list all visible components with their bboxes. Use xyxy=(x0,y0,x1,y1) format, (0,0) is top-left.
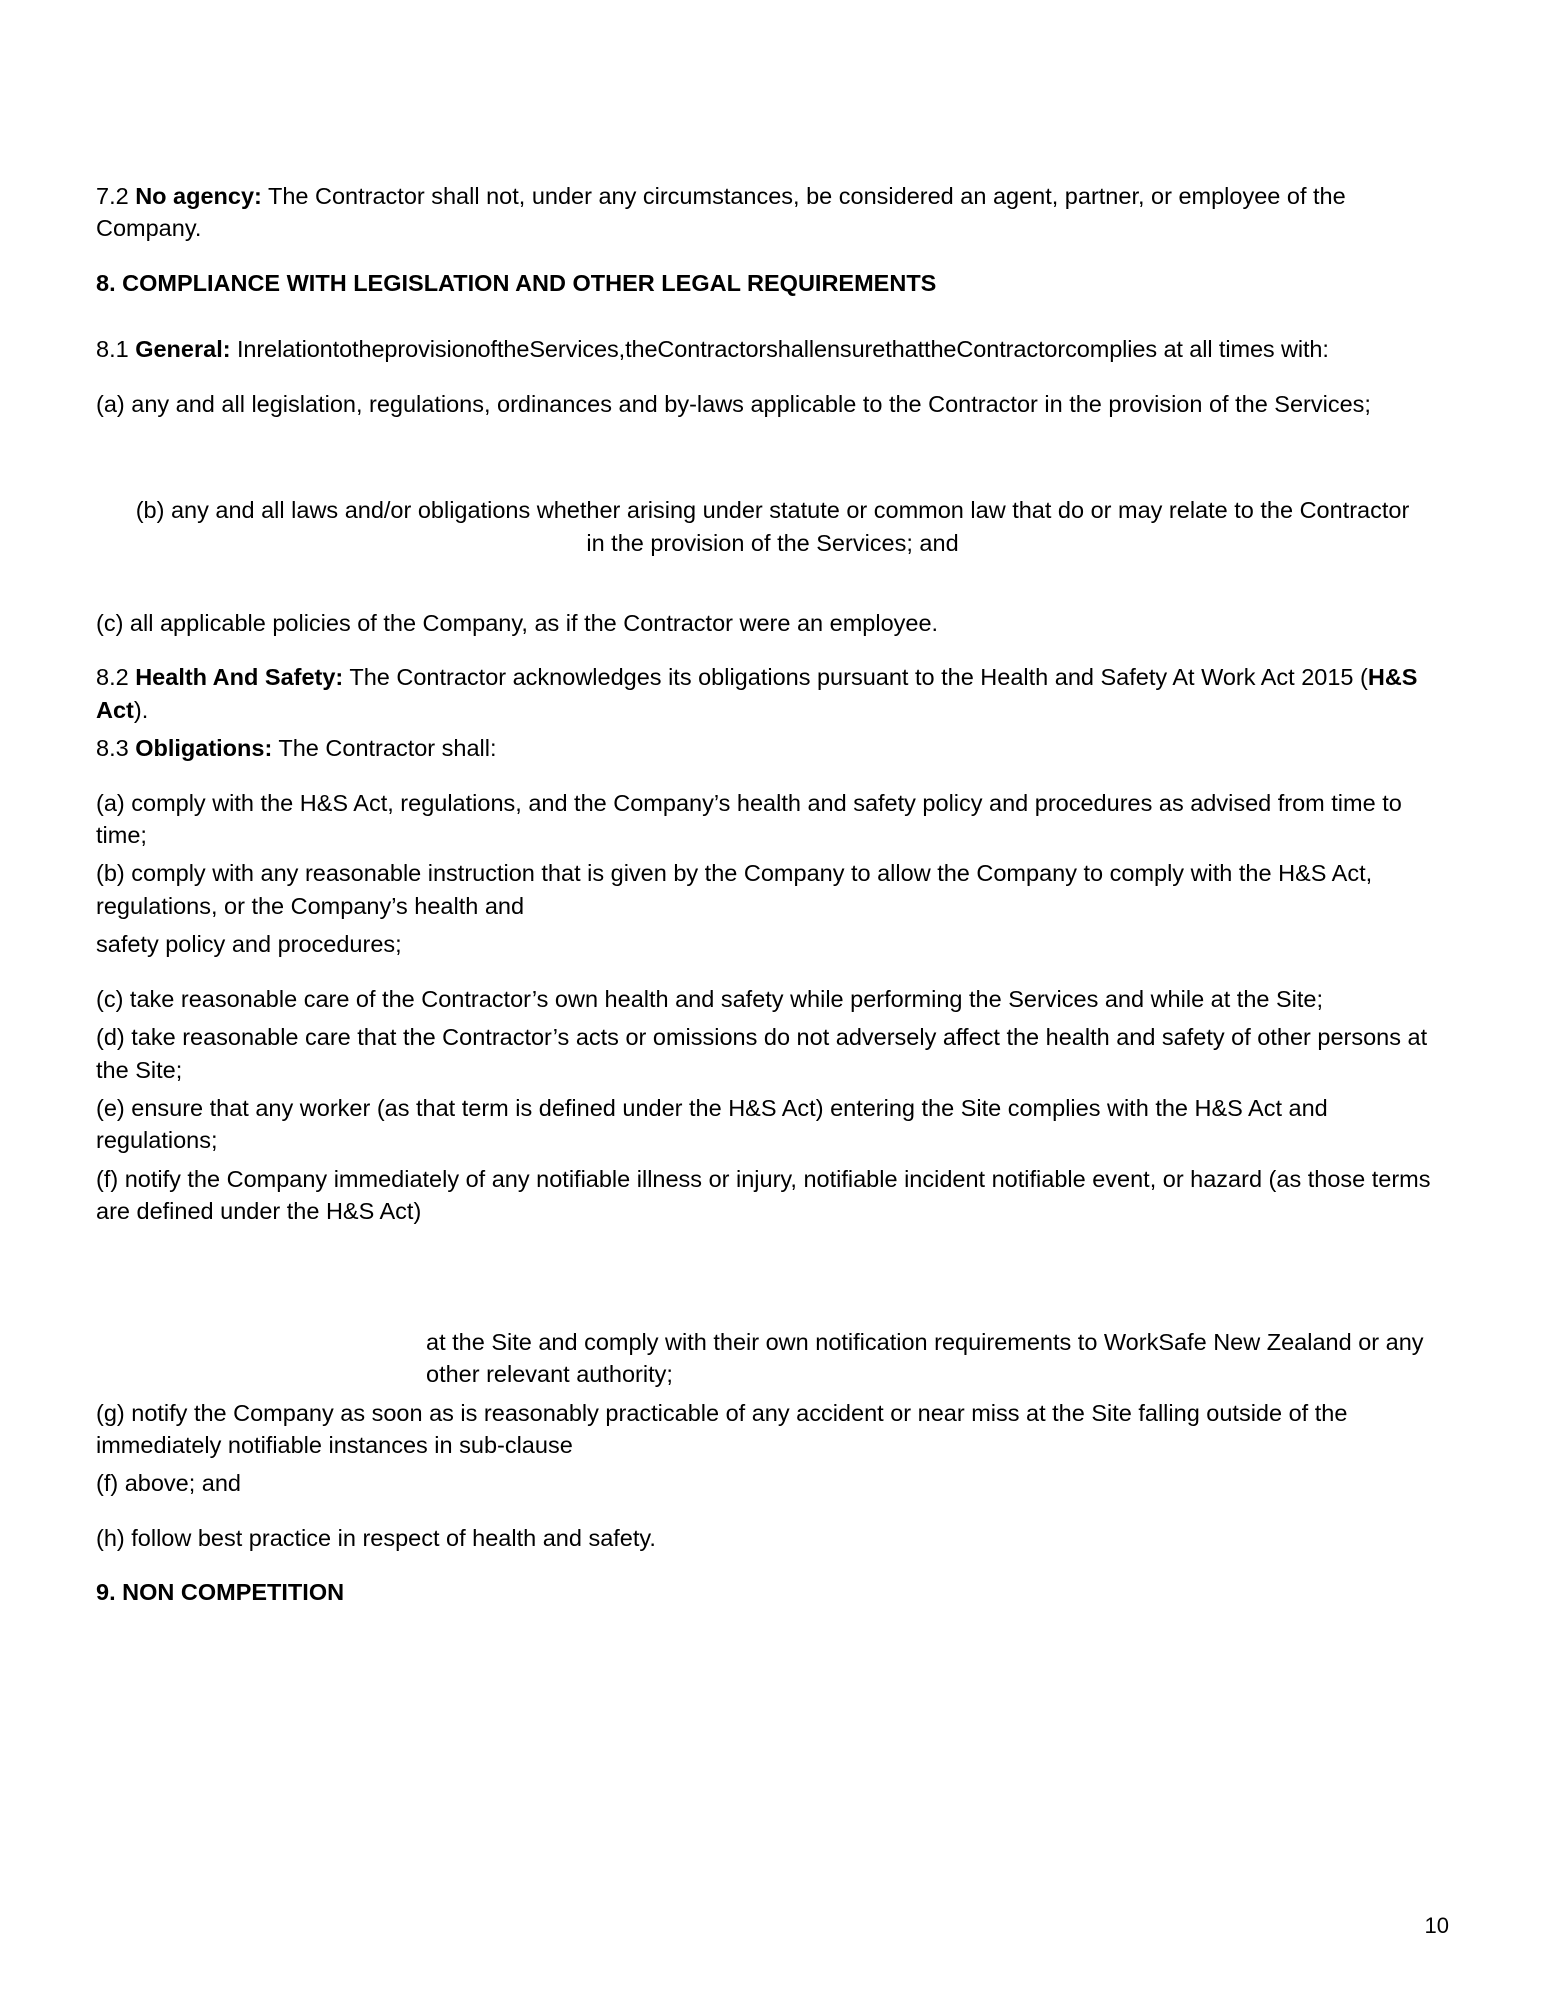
clause-label: General: xyxy=(135,336,231,363)
clause-8-3-d: (d) take reasonable care that the Contractor’s acts or omissions do not adversely affect the health and safety of other persons at the Site; xyxy=(96,1024,1428,1083)
section-heading-9: 9. NON COMPETITION xyxy=(96,1579,345,1606)
clause-text: The Contractor shall: xyxy=(272,735,497,762)
clause-8-3-e: (e) ensure that any worker (as that term is defined under the H&S Act) entering the Site complies with the H&S Act and regulations; xyxy=(96,1095,1328,1154)
clause-text: The Contractor acknowledges its obligations pursuant to the Health and Safety At Work Act 2015 ( xyxy=(343,664,1368,691)
clause-label: No agency: xyxy=(135,183,262,209)
clause-8-3-a: (a) comply with the H&S Act, regulations, and the Company’s health and safety policy and procedures as advised from time to time; xyxy=(96,789,1402,849)
clause-text: The Contractor shall not, under any circumstances, be considered an agent, partner, or employee of the Company. xyxy=(96,183,1346,242)
clause-8-3-h: (h) follow best practice in respect of health and safety. xyxy=(96,1524,656,1551)
page-number: 10 xyxy=(1424,1913,1449,1938)
clause-number: 8.1 xyxy=(96,336,136,363)
clause-8-3 xyxy=(96,732,1449,764)
clause-text: InrelationtotheprovisionoftheServices,theContractorshallensurethattheContractorcomplies at all times with: xyxy=(230,336,1329,363)
clause-7-2 xyxy=(96,180,1449,245)
clause-8-3-f: (f) notify the Company immediately of any notifiable illness or injury, notifiable incident notifiable event, or hazard (as those terms are defined under the H&S Act) xyxy=(96,1165,1431,1225)
clause-label: Obligations: xyxy=(135,735,273,762)
clause-text-after: ). xyxy=(133,696,149,723)
clause-8-3-b-continued: safety policy and procedures; xyxy=(96,931,402,958)
clause-8-2 xyxy=(96,661,1449,726)
clause-8-1-a: (a) any and all legislation, regulations, ordinances and by-laws applicable to the Contractor in the provision of the Services; xyxy=(96,390,1371,417)
spacer xyxy=(96,581,1449,607)
section-heading-8: 8. COMPLIANCE WITH LEGISLATION AND OTHER LEGAL REQUIREMENTS xyxy=(96,269,937,296)
clause-8-3-g: (g) notify the Company as soon as is reasonably practicable of any accident or near miss at the Site falling outside of the immediately notifiable instances in sub-clause xyxy=(96,1399,1348,1458)
clause-8-3-g-continued: (f) above; and xyxy=(96,1470,242,1497)
spacer xyxy=(96,442,1449,494)
clause-defined-term: H&S Act xyxy=(96,664,1418,723)
clause-number: 7.2 xyxy=(96,183,136,209)
clause-8-1 xyxy=(96,333,1449,365)
clause-8-3-f-continued: at the Site and comply with their own notification requirements to WorkSafe New Zealand or any other relevant authority; xyxy=(426,1328,1424,1388)
clause-number: 8.2 xyxy=(96,664,136,691)
clause-label: Health And Safety: xyxy=(135,664,344,691)
clause-number: 8.3 xyxy=(96,735,136,762)
clause-8-1-b: (b) any and all laws and/or obligations whether arising under statute or common law that do or may relate to the Contractor in the provision of the Services; and xyxy=(135,497,1410,556)
clause-8-1-c: (c) all applicable policies of the Company, as if the Contractor were an employee. xyxy=(96,609,939,636)
clause-8-3-c: (c) take reasonable care of the Contractor’s own health and safety while performing the Services and while at the Site; xyxy=(96,985,1324,1012)
spacer xyxy=(96,1250,1449,1326)
clause-8-3-b: (b) comply with any reasonable instruction that is given by the Company to allow the Company to comply with the H&S Act, regulations, or the Company’s health and xyxy=(96,860,1373,919)
